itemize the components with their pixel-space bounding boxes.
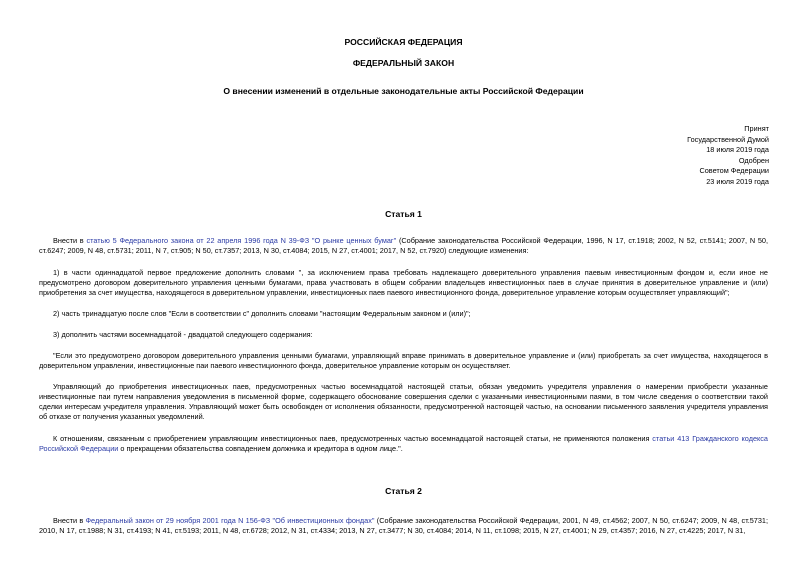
document-type-heading: ФЕДЕРАЛЬНЫЙ ЗАКОН: [352, 58, 455, 68]
intro-text: (Собрание законодательства Российской Федерации, 2001, N 49, ст.4562; 2007, N 50, ст.6247; 2009, N 48, ст.5731; 2010, N 17, ст.1988; N 31, ст.4193; N 41, ст.5193; 2011, N 48, ст.6728; 2012, N 31, ст.4334; 2013, N 27, ст.3477; N 30, ст.4084; 2014, N 11, ст.1098; 2015, N 27, ст.4001; N 29, ст.4357; 2016, N 27, ст.4225; 2017, N 31,: [39, 516, 769, 535]
adoption-date: 18 июля 2019 года: [706, 145, 769, 155]
article-1-item-2: [39, 309, 768, 319]
article-1-item-3: [39, 330, 768, 340]
country-heading: РОССИЙСКАЯ ФЕДЕРАЦИЯ: [344, 37, 463, 47]
article-1-intro: [39, 236, 768, 256]
item-text: 3) дополнить частями восемнадцатой - двадцатой следующего содержания:: [53, 330, 313, 339]
quote-text: Управляющий до приобретения инвестиционных паев, предусмотренных частью восемнадцатой настоящей статьи, обязан уведомить учредителя управления о намерении приобрести указанные инвестиционные паи путем направления уведомления в письменной форме, содержащего обоснование совершения сделки с указанными инвестиционными паями, в том числе сведения о соответствии такой сделки интересам учредителя управления. Управляющий может быть освобожден от исполнения обязанности, предусмотренной настоящей частью, на основании письменного заявления учредителя управления об отказе от получения указанных уведомлений.: [39, 382, 768, 421]
quote-paragraph-2: [39, 382, 768, 422]
intro-text: (Собрание законодательства Российской Федерации, 1996, N 17, ст.1918; 2002, N 52, ст.5141; 2007, N 50, ст.6247; 2009, N 48, ст.5731; 2011, N 7, ст.905; N 50, ст.7357; 2013, N 30, ст.4084; 2015, N 27, ст.4001; 2017, N 52, ст.7920) следующие изменения:: [39, 236, 769, 255]
adoption-info: [687, 124, 769, 188]
approval-line: Советом Федерации: [699, 166, 769, 176]
civil-code-article-413-link[interactable]: статьи 413 Гражданского кодекса Российской Федерации: [39, 434, 768, 453]
article-1-item-1: [39, 268, 768, 298]
quote-paragraph-3: [39, 434, 768, 454]
article-1-heading: Статья 1: [385, 209, 422, 219]
law-39-fz-link[interactable]: статью 5 Федерального закона от 22 апреля 1996 года N 39-ФЗ "О рынке ценных бумаг": [86, 236, 397, 245]
item-text: 2) часть тринадцатую после слов "Если в соответствии с" дополнить словами "настоящим Федеральным законом и (или)";: [53, 309, 471, 318]
approval-date: 23 июля 2019 года: [706, 176, 769, 186]
quote-text: "Если это предусмотрено договором доверительного управления ценными бумагами, управляющий вправе принимать в доверительное управление и (или) приобретать за счет имущества, находящегося в доверительном управлении, инвестиционные паи паевого инвестиционного фонда, доверительное управление которым он осуществляет.: [39, 351, 768, 370]
document-title: О внесении изменений в отдельные законодательные акты Российской Федерации: [223, 86, 584, 96]
quote-text: о прекращении обязательства совпадением должника и кредитора в одном лице.".: [118, 444, 403, 453]
item-text: 1) в части одиннадцатой первое предложение дополнить словами ", за исключением права требовать надлежащего доверительного управления паевым инвестиционным фондом и, если иное не предусмотрено договором доверительного управления ценными бумагами, права участвовать в общем собрании владельцев инвестиционных паев в случае принятия в доверительное управление и (или) приобретения за счет имущества, находящегося в доверительном управлении, инвестиционных паев паевого инвестиционного фонда, доверительное управление которым осуществляет управляющий";: [39, 268, 768, 297]
adoption-line: Принят: [744, 124, 769, 133]
intro-text: Внести в: [53, 516, 86, 525]
adoption-line: Государственной Думой: [687, 134, 769, 144]
quote-paragraph-1: [39, 351, 768, 371]
quote-text: К отношениям, связанным с приобретением управляющим инвестиционных паев, предусмотренных частью восемнадцатой настоящей статьи, не применяются положения: [53, 434, 653, 443]
law-156-fz-link[interactable]: Федеральный закон от 29 ноября 2001 года N 156-ФЗ "Об инвестиционных фондах": [85, 516, 375, 525]
article-2-intro: [39, 516, 768, 536]
intro-text: Внести в: [53, 236, 87, 245]
article-2-heading: Статья 2: [385, 486, 422, 496]
approval-line: Одобрен: [738, 155, 769, 165]
